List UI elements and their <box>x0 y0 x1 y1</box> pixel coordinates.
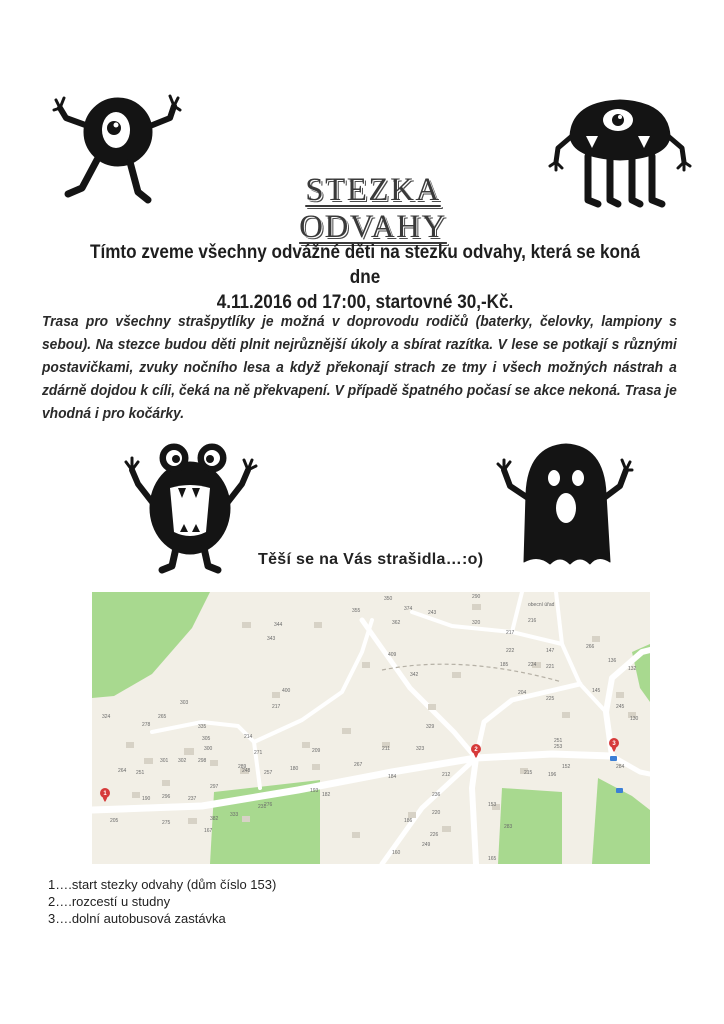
map-house-number: 184 <box>388 774 397 780</box>
map-house-number: 249 <box>422 842 431 848</box>
map-house-number: 212 <box>442 772 451 778</box>
map-house-number: 335 <box>198 724 207 730</box>
map-house-number: 278 <box>142 722 151 728</box>
legend-item-bus-stop: 3….dolní autobusová zastávka <box>48 911 226 926</box>
map-house-number: 160 <box>392 850 401 856</box>
map-house-number: 196 <box>548 772 557 778</box>
map-house-number: 305 <box>202 736 211 742</box>
map-house-number: 190 <box>142 796 151 802</box>
map-house-number: 251 <box>136 770 145 776</box>
map-house-number: 237 <box>188 796 197 802</box>
map-house-number: 275 <box>162 820 171 826</box>
map-house-number: 245 <box>616 704 625 710</box>
map-house-number: 205 <box>110 818 119 824</box>
cyclops-fangs-monster-icon <box>548 96 693 211</box>
map-house-number: 153 <box>488 802 497 808</box>
invitation-line-2: 4.11.2016 od 17:00, startovné 30,-Kč. <box>216 292 514 313</box>
map-house-number: 186 <box>404 818 413 824</box>
map-house-number: 362 <box>392 620 401 626</box>
map-house-number: 217 <box>272 704 281 710</box>
map-house-number: obecní úřad <box>528 602 555 608</box>
map-house-number: 220 <box>432 810 441 816</box>
map-house-number: 303 <box>180 700 189 706</box>
map-house-number: 204 <box>518 690 527 696</box>
map-pin-number: 3 <box>612 741 616 747</box>
map-house-number: 251 <box>554 738 563 744</box>
map-pin-number: 2 <box>474 747 478 753</box>
map-house-number: 130 <box>630 716 639 722</box>
map-house-number: 211 <box>382 746 390 752</box>
map-house-number: 257 <box>264 770 273 776</box>
map-house-number: 323 <box>416 746 425 752</box>
bus-stop-icon <box>610 756 617 761</box>
map-house-number: 180 <box>290 766 299 772</box>
route-map <box>92 592 650 864</box>
map-house-number: 224 <box>528 662 537 668</box>
legend-item-start: 1….start stezky odvahy (dům číslo 153) <box>48 877 277 892</box>
map-house-number: 221 <box>546 664 555 670</box>
map-house-number: 301 <box>160 758 169 764</box>
page-title: STEZKA ODVAHY <box>299 172 447 245</box>
legend-item-crossroads: 2….rozcestí u studny <box>48 894 171 909</box>
map-house-number: 289 <box>238 764 247 770</box>
map-house-number: 333 <box>230 812 239 818</box>
map-house-number: 342 <box>410 672 419 678</box>
map-house-number: 209 <box>312 748 321 754</box>
map-house-number: 231 <box>258 804 267 810</box>
map-house-number: 225 <box>546 696 555 702</box>
map-house-number: 329 <box>426 724 435 730</box>
map-house-number: 302 <box>178 758 187 764</box>
map-house-number: 248 <box>242 768 251 774</box>
map-house-number: 283 <box>504 824 513 830</box>
map-house-number: 136 <box>608 658 617 664</box>
map-graphic <box>92 592 650 864</box>
map-house-number: 296 <box>162 794 171 800</box>
map-house-number: 222 <box>506 648 515 654</box>
map-house-number: 253 <box>554 744 563 750</box>
frog-eyed-monster-icon <box>124 436 259 576</box>
one-eyed-monster-icon <box>52 92 182 207</box>
map-house-number: 167 <box>204 828 213 834</box>
map-house-number: 215 <box>524 770 533 776</box>
map-house-number: 147 <box>546 648 555 654</box>
map-pin-number: 1 <box>103 791 107 797</box>
map-house-number: 236 <box>432 792 441 798</box>
map-house-number: 266 <box>586 644 595 650</box>
map-house-number: 276 <box>264 802 273 808</box>
invitation-text <box>73 240 658 315</box>
map-house-number: 265 <box>158 714 167 720</box>
route-description: Trasa pro všechny strašpytlíky je možná v doprovodu rodičů (baterky, čelovky, lampiony s sebou). Na stezce budou děti plnit nejrůznější úkoly a sbírat razítka. V lese se potkají s různými postavičkami, zvuky nočního lesa a když překonají strach ze tmy i všech možných nástrah a zdárně dojdou k cíli, čeká na ně překvapení. V případě špatného počasí se akce nekoná. Trasa je vhodná i pro kočárky. <box>42 313 677 422</box>
map-house-number: 267 <box>354 762 363 768</box>
map-house-number: 350 <box>384 596 393 602</box>
map-house-number: 145 <box>592 688 601 694</box>
map-house-number: 217 <box>506 630 515 636</box>
map-house-number: 320 <box>472 620 481 626</box>
map-house-number: 298 <box>198 758 207 764</box>
map-house-number: 226 <box>430 832 439 838</box>
map-house-number: 343 <box>267 636 276 642</box>
map-house-number: 290 <box>472 594 481 600</box>
map-house-number: 216 <box>528 618 537 624</box>
map-house-number: 214 <box>244 734 253 740</box>
map-house-number: 193 <box>310 788 319 794</box>
invitation-line-1: Tímto zveme všechny odvážné děti na stezku odvahy, která se koná dne <box>90 242 640 288</box>
map-house-number: 324 <box>102 714 111 720</box>
map-legend <box>48 876 276 927</box>
map-house-number: 297 <box>210 784 219 790</box>
map-house-number: 284 <box>616 764 625 770</box>
map-house-number: 243 <box>428 610 437 616</box>
map-house-number: 400 <box>282 688 291 694</box>
map-house-number: 264 <box>118 768 127 774</box>
map-house-number: 132 <box>628 666 637 672</box>
map-house-number: 152 <box>562 764 571 770</box>
map-house-number: 355 <box>352 608 361 614</box>
map-house-number: 409 <box>388 652 397 658</box>
map-house-number: 382 <box>210 816 219 822</box>
map-house-number: 374 <box>404 606 413 612</box>
map-house-number: 182 <box>322 792 331 798</box>
signoff-text: Těší se na Vás strašidla…:o) <box>258 551 484 568</box>
map-house-number: 185 <box>500 662 509 668</box>
map-house-number: 344 <box>274 622 283 628</box>
map-house-number: 300 <box>204 746 213 752</box>
bus-stop-icon <box>616 788 623 793</box>
ghost-icon <box>494 436 634 568</box>
map-house-number: 165 <box>488 856 497 862</box>
map-house-number: 271 <box>254 750 263 756</box>
